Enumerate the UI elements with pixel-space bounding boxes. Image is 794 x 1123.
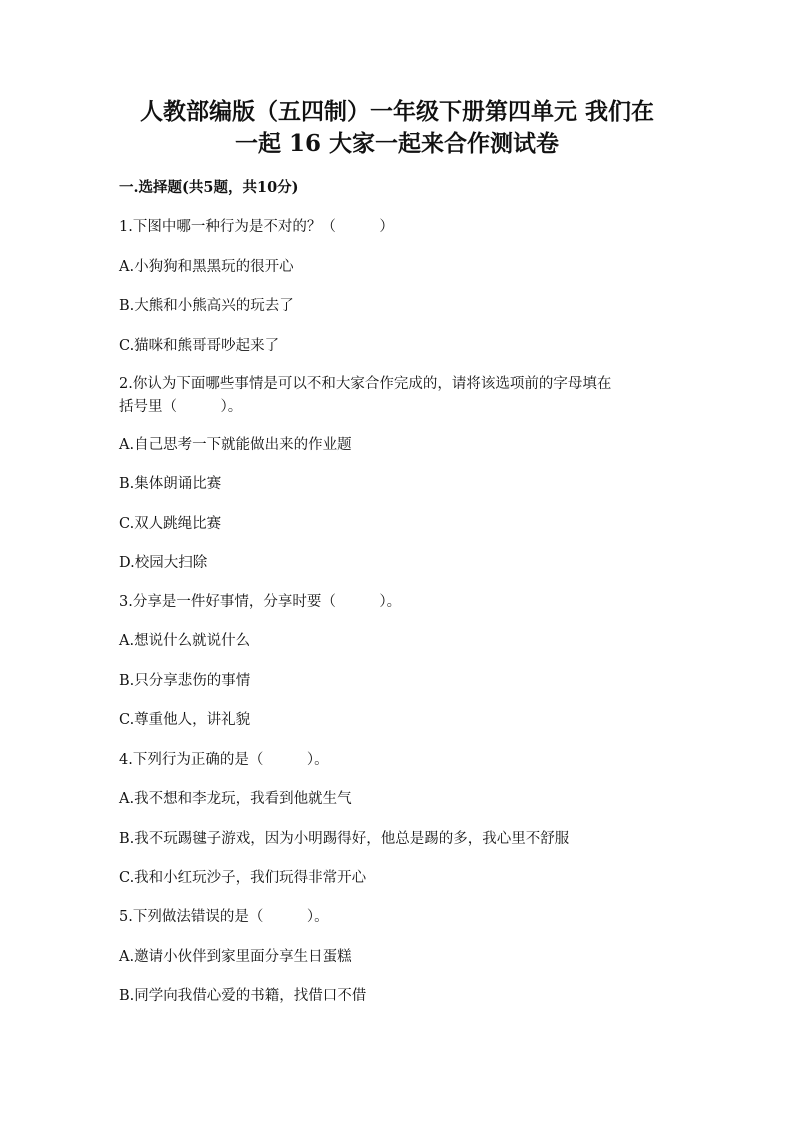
- question-4-option-c: C.我和小红玩沙子，我们玩得非常开心: [119, 870, 367, 886]
- question-3-option-b: B.只分享悲伤的事情: [119, 673, 251, 689]
- page-title-line-1: 人教部编版（五四制）一年级下册第四单元 我们在: [139, 98, 654, 125]
- question-3-option-a: A.想说什么就说什么: [119, 633, 251, 649]
- question-5-option-a: A.邀请小伙伴到家里面分享生日蛋糕: [119, 949, 352, 965]
- question-1-option-b: B.大熊和小熊高兴的玩去了: [119, 298, 294, 314]
- question-4-stem: 4.下列行为正确的是（ ）。: [119, 752, 329, 768]
- question-5-stem: 5.下列做法错误的是（ ）。: [119, 909, 329, 925]
- question-1-option-c: C.猫咪和熊哥哥吵起来了: [119, 338, 280, 354]
- question-2-stem-line-1: 2.你认为下面哪些事情是可以不和大家合作完成的，请将该选项前的字母填在: [119, 376, 612, 392]
- question-4-option-a: A.我不想和李龙玩，我看到他就生气: [119, 791, 352, 807]
- question-2-option-b: B.集体朗诵比赛: [119, 476, 222, 492]
- question-1-stem: 1.下图中哪一种行为是不对的？（ ）: [119, 219, 394, 235]
- question-2-option-c: C.双人跳绳比赛: [119, 516, 222, 532]
- question-2-stem-line-2: 括号里（ ）。: [119, 399, 243, 415]
- question-1-option-a: A.小狗狗和黑黑玩的很开心: [119, 259, 294, 275]
- question-5-option-b: B.同学向我借心爱的书籍，找借口不借: [119, 988, 367, 1004]
- section-heading: 一.选择题(共5题，共10分): [119, 179, 299, 196]
- question-4-option-b: B.我不玩踢毽子游戏，因为小明踢得好，他总是踢的多，我心里不舒服: [119, 831, 570, 847]
- page-title-line-2: 一起 16 大家一起来合作测试卷: [234, 130, 560, 157]
- question-3-option-c: C.尊重他人，讲礼貌: [119, 712, 251, 728]
- question-2-option-d: D.校园大扫除: [119, 555, 208, 571]
- question-3-stem: 3.分享是一件好事情，分享时要（ ）。: [119, 594, 402, 610]
- question-2-option-a: A.自己思考一下就能做出来的作业题: [119, 437, 352, 453]
